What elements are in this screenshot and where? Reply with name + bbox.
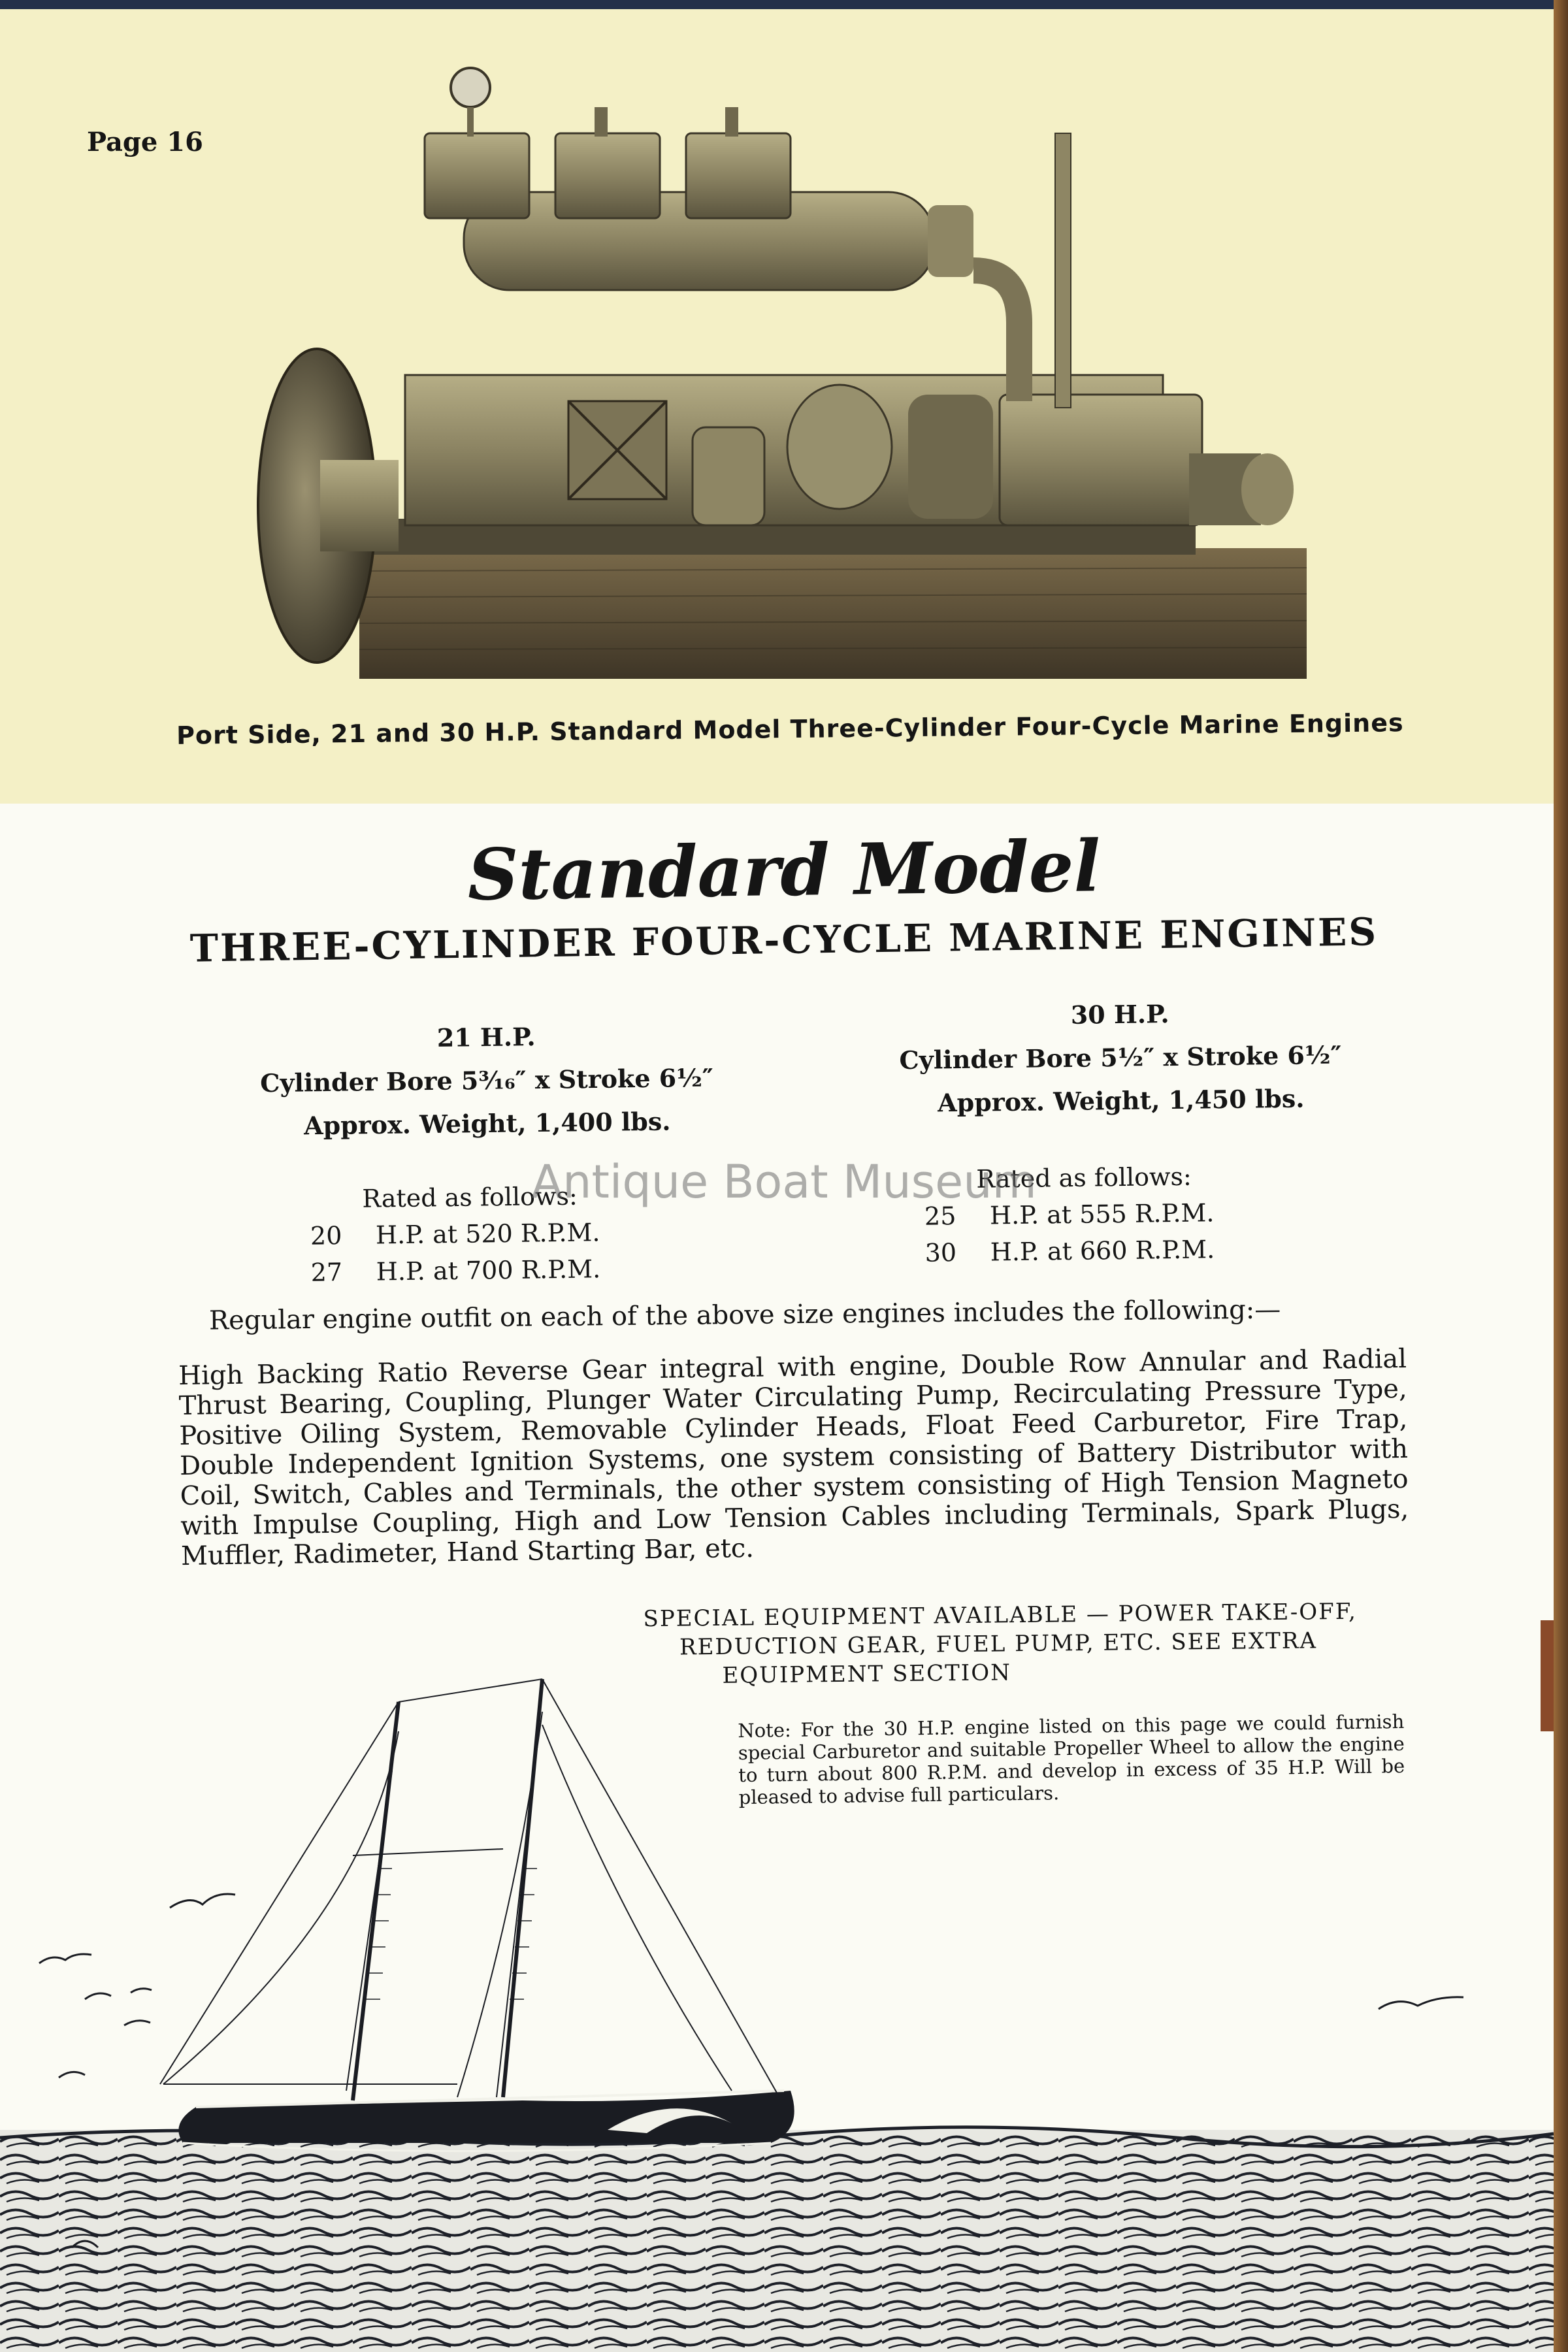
binding-edge-top bbox=[0, 0, 1568, 9]
photo-panel bbox=[0, 9, 1554, 804]
rating-row: 25 H.P. at 555 R.P.M. bbox=[924, 1198, 1215, 1231]
engine-photo bbox=[248, 61, 1320, 682]
special-equipment: SPECIAL EQUIPMENT AVAILABLE — POWER TAKE-OFF, REDUCTION GEAR, FUEL PUMP, ETC. SEE EXTRA EQUIPMENT SECTION bbox=[643, 1598, 1358, 1689]
photo-caption: Port Side, 21 and 30 H.P. Standard Model Three-Cylinder Four-Cycle Marine Engines bbox=[176, 708, 1404, 750]
rating-row: 20 H.P. at 520 R.P.M. bbox=[310, 1218, 600, 1250]
engine-bore-stroke: Cylinder Bore 5½″ x Stroke 6½″ bbox=[899, 1039, 1342, 1075]
engine-hp: 30 H.P. bbox=[1070, 999, 1169, 1030]
watermark: Antique Boat Museum bbox=[531, 1155, 1037, 1209]
outfit-paragraph: High Backing Ratio Reverse Gear integral with engine, Double Row Annular and Radial Thrust Bearing, Coupling, Plunger Water Circulating Pump, Recirculating Pressure Type, Positive Oiling System, Removable Cylinder Heads, Float Feed Carburetor, Fire Trap, Double Independent Ignition Systems, one system consisting of Battery Distributor with Coil, Switch, Cables and Terminals, the other system consisting of High Tension Magneto with Impulse Coupling, High and Low Tension Cables including Terminals, Spark Plugs, Muffler, Radimeter, Hand Starting Bar, etc. bbox=[178, 1343, 1409, 1572]
outfit-intro: Regular engine outfit on each of the above size engines includes the following:— bbox=[208, 1294, 1281, 1336]
schooner-illustration bbox=[0, 1673, 1554, 2352]
page-title: Standard Model bbox=[466, 825, 1102, 917]
engine-weight: Approx. Weight, 1,450 lbs. bbox=[937, 1083, 1305, 1118]
engine-hp: 21 H.P. bbox=[436, 1022, 536, 1053]
rating-row: 30 H.P. at 660 R.P.M. bbox=[924, 1235, 1215, 1267]
rating-label: Rated as follows: bbox=[976, 1162, 1192, 1194]
engine-spec-30hp bbox=[836, 990, 1405, 1126]
engine-spec-21hp bbox=[215, 1013, 759, 1149]
engine-weight: Approx. Weight, 1,400 lbs. bbox=[303, 1106, 671, 1141]
page-number: Page 16 bbox=[87, 127, 203, 157]
rating-row: 27 H.P. at 700 R.P.M. bbox=[310, 1254, 601, 1287]
rating-label: Rated as follows: bbox=[362, 1181, 578, 1213]
engine-bore-stroke: Cylinder Bore 5³⁄₁₆″ x Stroke 6½″ bbox=[259, 1062, 714, 1098]
engine-note: Note: For the 30 H.P. engine listed on this page we could furnish special Carburetor and suitable Propeller Wheel to allow the engine to turn about 800 R.P.M. and develop in excess of 35 H.P. Will be pleased to advise full particulars. bbox=[738, 1710, 1405, 1809]
page-subtitle: THREE-CYLINDER FOUR-CYCLE MARINE ENGINES bbox=[189, 909, 1379, 971]
